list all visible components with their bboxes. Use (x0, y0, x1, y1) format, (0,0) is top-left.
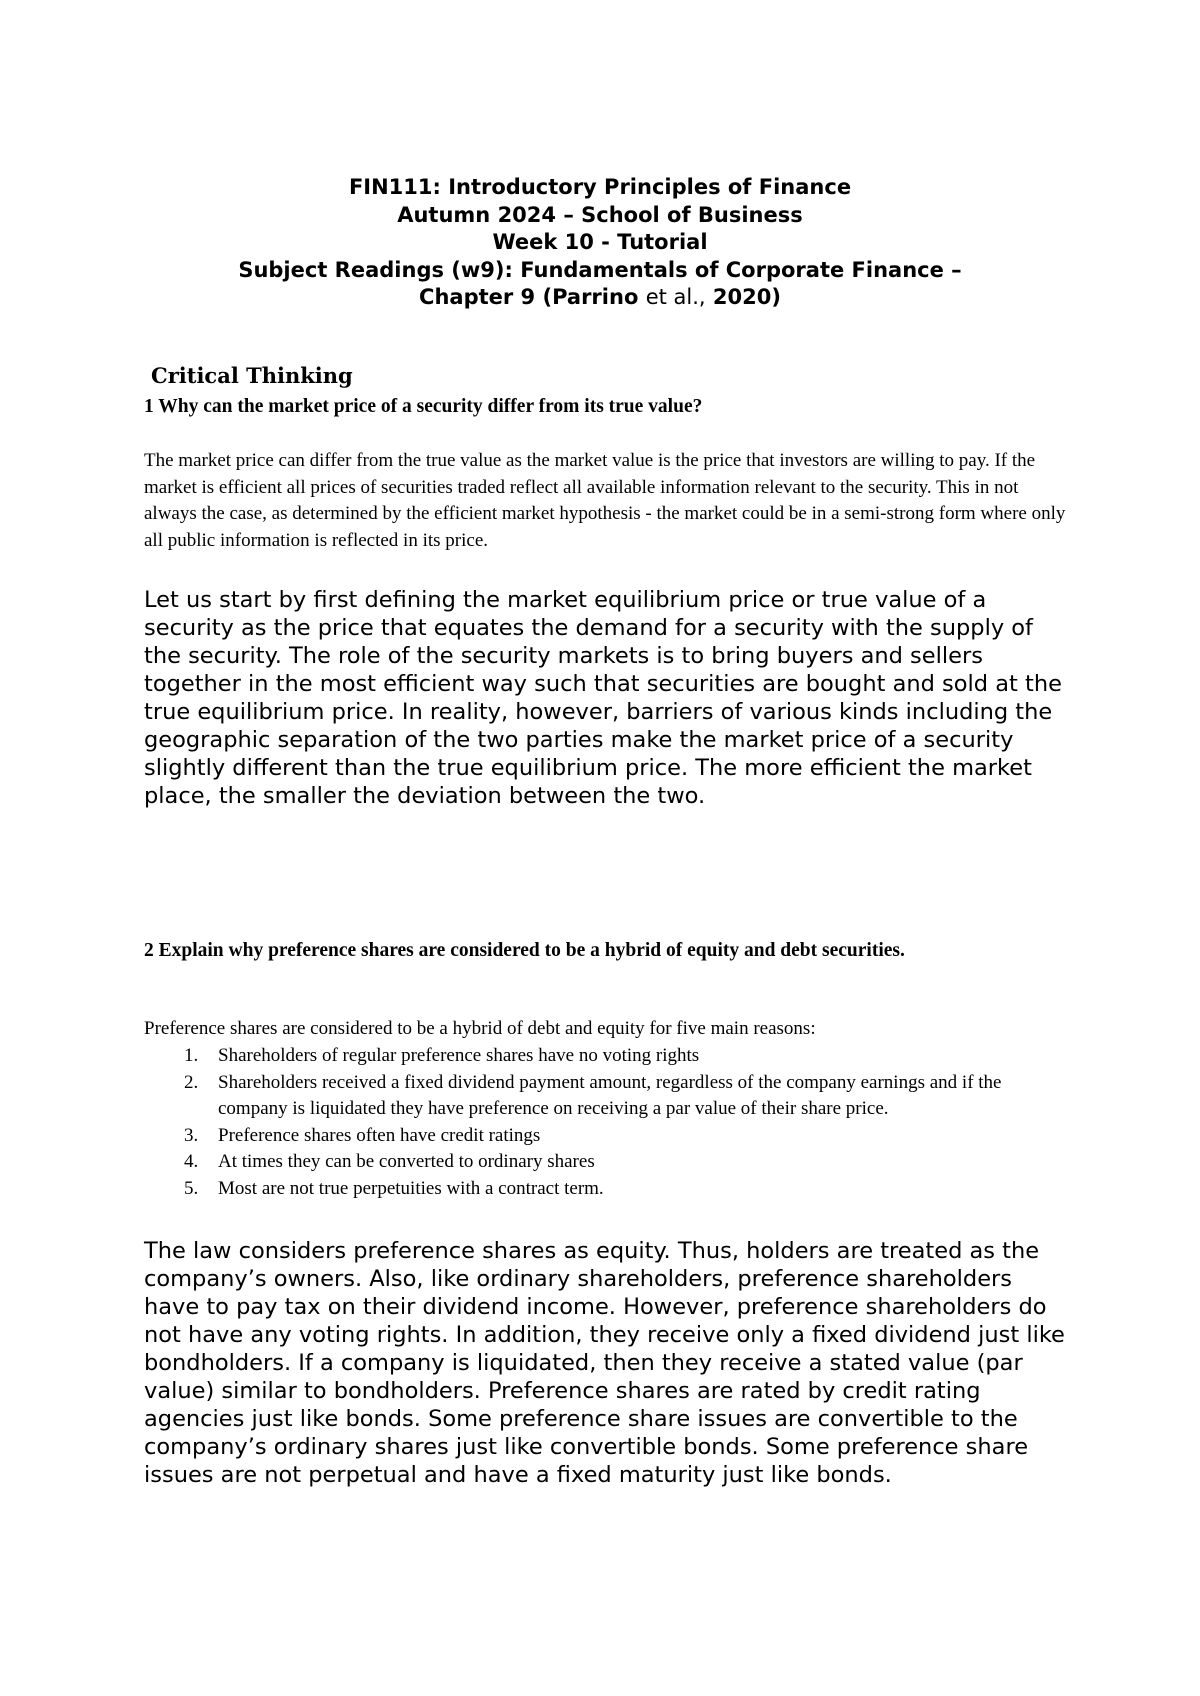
list-item-text: Shareholders of regular preference shares have no voting rights (218, 1045, 700, 1066)
question-1-answer: The market price can differ from the true value as the market value is the price that investors are willing to pay. If the market is efficient all prices of securities traded reflect all available information relevant to the security. This in not always the case, as determined by the efficient market hypothesis - the market could be in a semi-strong form where only all public information is reflected in its price. (144, 450, 1066, 551)
chapter-reference (0, 284, 1200, 312)
list-item (144, 1070, 1074, 1123)
list-item-text: Preference shares often have credit ratings (218, 1124, 541, 1146)
reasons-list (144, 1043, 1074, 1203)
question-2-intro: Preference shares are considered to be a hybrid of debt and equity for five main reasons: (144, 1018, 816, 1039)
course-title: FIN111: Introductory Principles of Finance (348, 175, 852, 199)
list-item-number: 2. (184, 1071, 199, 1093)
document-header (0, 174, 1200, 312)
list-item-text: Shareholders received a fixed dividend payment amount, regardless of the company earnings and if the company is liquidated they have preference on receiving a par value of their share price. (218, 1071, 1002, 1120)
list-item (144, 1176, 1074, 1203)
subject-readings: Subject Readings (w9): Fundamentals of Corporate Finance – (238, 257, 962, 282)
list-item (144, 1043, 1074, 1070)
chapter-reference-main: Chapter 9 (Parrino (419, 285, 646, 309)
list-item-number: 5. (184, 1177, 199, 1199)
list-item-number: 3. (184, 1124, 199, 1146)
chapter-reference-etal: et al., (645, 285, 706, 309)
list-item (144, 1123, 1074, 1150)
question-1-model-answer: Let us start by first defining the market equilibrium price or true value of a security as the price that equates the demand for a security with the supply of the security. The role of the security markets is to bring buyers and sellers together in the most efficient way such that securities are bought and sold at the true equilibrium price. In reality, however, barriers of various kinds including the geographic separation of the two parties make the market price of a security slightly different than the true equilibrium price. The more efficient the market place, the smaller the deviation between the two. (144, 587, 1062, 809)
list-item-text: At times they can be converted to ordinary shares (218, 1151, 595, 1173)
list-item-number: 1. (184, 1045, 199, 1066)
question-2: 2 Explain why preference shares are considered to be a hybrid of equity and debt securities. (144, 940, 905, 961)
list-item-text: Most are not true perpetuities with a contract term. (218, 1177, 604, 1199)
question-1: 1 Why can the market price of a security differ from its true value? (144, 396, 703, 417)
section-heading: Critical Thinking (151, 363, 353, 388)
term-school: Autumn 2024 – School of Business (397, 202, 803, 227)
list-item (144, 1149, 1074, 1176)
week-label: Week 10 - Tutorial (492, 230, 708, 254)
question-2-model-answer: The law considers preference shares as equity. Thus, holders are treated as the company’s owners. Also, like ordinary shareholders, preference shareholders have to pay tax on their dividend income. However, preference shareholders do not have any voting rights. In addition, they receive only a fixed dividend just like bondholders. If a company is liquidated, then they receive a stated value (par value) similar to bondholders. Preference shares are rated by credit rating agencies just like bonds. Some preference share issues are convertible to the company’s ordinary shares just like convertible bonds. Some preference share issues are not perpetual and have a fixed maturity just like bonds. (144, 1238, 1065, 1488)
chapter-reference-year: 2020) (705, 285, 781, 309)
list-item-number: 4. (184, 1151, 199, 1173)
